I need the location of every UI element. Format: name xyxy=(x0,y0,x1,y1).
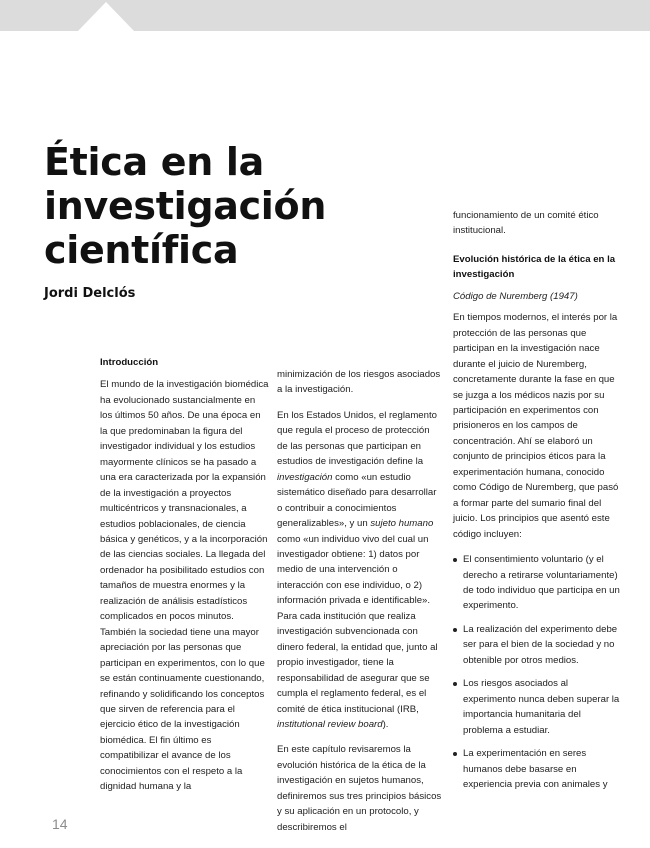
list-item-text: El consentimiento voluntario (y el derecho a retirarse voluntariamente) de todo individuo que participa en un experimento. xyxy=(463,554,620,612)
text-run: ). xyxy=(382,718,389,730)
paragraph: En este capítulo revisaremos la evolución histórica de la ética de la investigación en sujetos humanos, definiremos sus tres principios básicos y su aplicación en un protocolo, y describiremos el xyxy=(277,744,442,833)
text-column-1 xyxy=(100,355,270,795)
top-decorative-band xyxy=(0,0,650,31)
paragraph xyxy=(277,408,442,733)
list-item xyxy=(453,552,623,614)
subsection-title: Código de Nuremberg (1947) xyxy=(453,290,578,302)
text-column-2 xyxy=(277,367,442,835)
paragraph: minimización de los riesgos asociados a la investigación. xyxy=(277,369,441,396)
title-line: investigación xyxy=(44,184,327,228)
paragraph: En tiempos modernos, el interés por la protección de las personas que participan en la investigación nace durante el juicio de Nuremberg, concretamente durante la fase en que se juzga a los médicos nazis por su participación en experimentos con prisioneros en los campos de concentración. Ahí se elaboró un conjunto de principios éticos para la experimentación humana, conocido como Código de Nuremberg, que pasó a formar parte del sumario final del juicio. Los principios que asentó este código incluyen: xyxy=(453,312,619,540)
tab-notch-shape xyxy=(78,2,134,31)
list-item-text: La realización del experimento debe ser para el bien de la sociedad y no obtenible por otros medios. xyxy=(463,623,618,666)
text-run: como «un estudio sistemático diseñado para desarrollar o contribuir a conocimientos generalizables», y un xyxy=(277,471,437,530)
bullet-icon xyxy=(453,558,457,562)
italic-term: investigación xyxy=(277,471,333,483)
paragraph: funcionamiento de un comité ético institucional. xyxy=(453,210,599,237)
list-item xyxy=(453,622,623,668)
italic-term: institutional review board xyxy=(277,718,383,730)
bullet-icon xyxy=(453,628,457,632)
section-heading-introduction: Introducción xyxy=(100,357,159,368)
list-item xyxy=(453,746,623,792)
italic-term: sujeto humano xyxy=(370,518,434,530)
page-number: 14 xyxy=(52,816,68,832)
chapter-title xyxy=(44,140,424,272)
bullet-icon xyxy=(453,682,457,686)
list-item-text: La experimentación en seres humanos debe basarse en experiencia previa con animales y xyxy=(463,748,608,790)
title-line: científica xyxy=(44,228,239,272)
text-column-3 xyxy=(453,208,623,800)
list-item xyxy=(453,676,623,738)
section-heading-history: Evolución histórica de la ética en la investigación xyxy=(453,253,616,281)
bullet-icon xyxy=(453,752,457,756)
author-name: Jordi Delclós xyxy=(44,286,136,301)
title-line: Ética en la xyxy=(44,140,264,184)
text-run: como «un individuo vivo del cual un investigador obtiene: 1) datos por medio de una intervención o interacción con ese individuo, o 2) información privada e identificable». Para cada institución que realiza investigación subvencionada con dinero federal, la entidad que, junto al propio investigador, tiene la responsabilidad de asegurar que se cumpla el reglamento federal, es el comité de ética institucional (IRB, xyxy=(277,533,438,715)
paragraph: El mundo de la investigación biomédica ha evolucionado sustancialmente en los últimos 50 años. De una época en la que predominaban la figura del investigador individual y los estudios mayormente clínicos se ha pasado a una era caracterizada por la expansión de la investigación a proyectos multicéntricos y transnacionales, a estudios poblacionales, de ciencia básica y genéticos, y a la incorporación de las ciencias sociales. La llegada del ordenador ha posibilitado estudios con tamaños de muestra enormes y la realización de análisis estadísticos complicados en pocos minutos. También la sociedad tiene una mayor apreciación por las personas que participan en experimentos, con lo que se están continuamente cuestionando, refinando y solidificando los conceptos que sirven de referencia para el ejercicio ético de la investigación biomédica. El fin último es compatibilizar el avance de los conocimientos con el respeto a la dignidad humana y la xyxy=(100,379,269,793)
list-item-text: Los riesgos asociados al experimento nunca deben superar la importancia humanitaria del problema a estudiar. xyxy=(463,678,620,736)
text-run: En los Estados Unidos, el reglamento que regula el proceso de protección de las personas que participan en estudios de investigación define la xyxy=(277,409,437,468)
principles-list xyxy=(453,552,623,792)
